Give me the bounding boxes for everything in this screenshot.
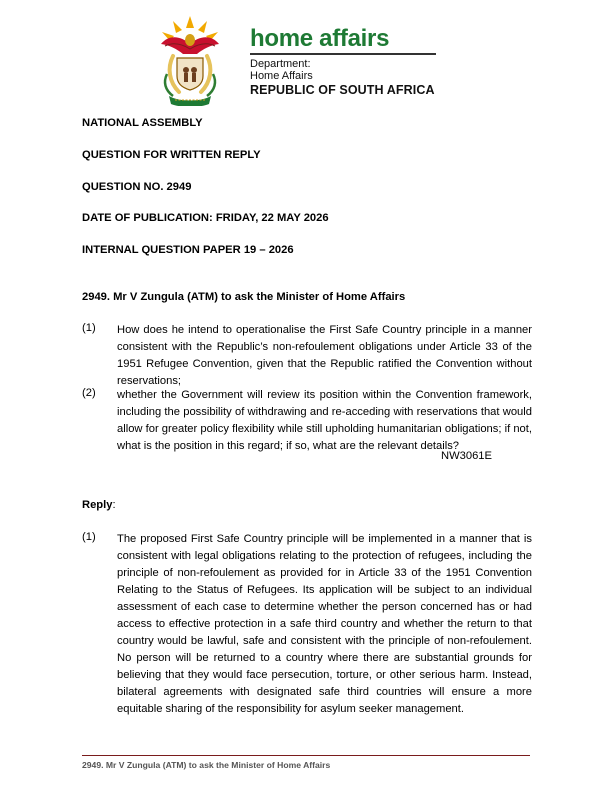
coat-of-arms-icon [153,14,227,106]
department-line-2: Home Affairs [250,70,313,82]
footer-divider [82,755,530,756]
reply-label-text: Reply [82,499,113,511]
department-label [250,58,313,82]
question-reference: NW3061E [441,450,492,462]
item-number: (2) [82,387,96,399]
footer-text: 2949. Mr V Zungula (ATM) to ask the Minister of Home Affairs [82,760,331,770]
publication-date: DATE OF PUBLICATION: FRIDAY, 22 MAY 2026 [82,212,329,224]
brand-name: home affairs [250,25,390,52]
item-text: whether the Government will review its position within the Convention framework, including the possibility of withdrawing and re-acceding with reservations that would allow for greater policy flexibility while still upholding humanitarian obligations; if not, what is the position in this regard; if so, what are the relevant details? [117,389,532,452]
letterhead [0,0,605,110]
item-number: (1) [82,322,96,334]
question-heading: 2949. Mr V Zungula (ATM) to ask the Minister of Home Affairs [82,291,406,303]
brand-divider [250,53,436,55]
brand-block [250,26,389,52]
item-text: How does he intend to operationalise the First Safe Country principle in a manner consistent with the Republic’s non-refoulement obligations under Article 33 of the 1951 Refugee Convention, given that the Republic ratified the Convention without reservations; [117,324,532,387]
question-paper: INTERNAL QUESTION PAPER 19 – 2026 [82,244,294,256]
item-text: The proposed First Safe Country principle will be implemented in a manner that is consistent with legal obligations relating to the protection of refugees, including the principle of non-refoulement as provided for in Article 33 of the 1951 Convention Relating to the Status of Refugees. Its application will be subject to an individual assessment of each case to determine whether the person concerned has or had access to effective protection in a safe third country and whether the return to that country would be lawful, safe and consistent with the principle of non-refoulement. No person will be returned to a country where there are substantial grounds for believing that they would face persecution, torture, or other serious harm. Instead, bilateral agreements with designated safe third countries will ensure a more equitable sharing of the responsibility for asylum seeker management. [117,533,532,715]
department-line-1: Department: [250,58,311,70]
question-type: QUESTION FOR WRITTEN REPLY [82,149,261,161]
reply-label-colon: : [112,499,116,511]
assembly-heading: NATIONAL ASSEMBLY [82,117,203,129]
question-number: QUESTION NO. 2949 [82,181,192,193]
country-name: REPUBLIC OF SOUTH AFRICA [250,83,435,97]
item-number: (1) [82,531,96,543]
reply-label [82,499,116,511]
